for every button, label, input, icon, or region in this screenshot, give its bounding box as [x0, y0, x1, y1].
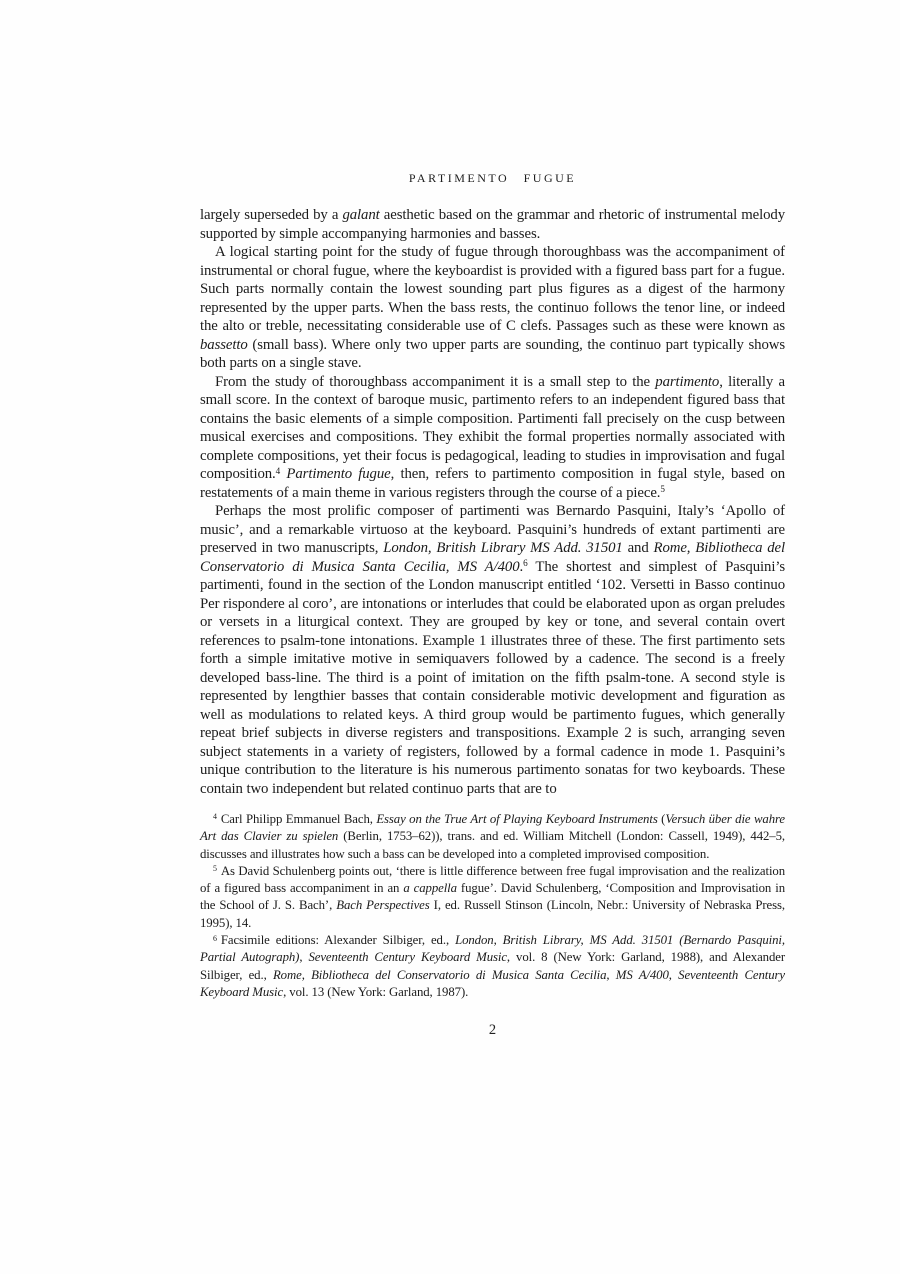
text-run: ,: [668, 967, 679, 982]
footnote-reference: 6: [523, 558, 528, 569]
italic-text: Essay on the True Art of Playing Keyboard Instruments: [376, 812, 658, 826]
footnote-reference: 4: [275, 465, 281, 476]
paragraph: [200, 373, 785, 503]
text-run: Facsimile editions: Alexander Silbiger, ed.,: [220, 933, 456, 948]
text-run: As David Schulenberg points out, ‘there is little difference between free fugal improvisation and the realization of a figured bass accompaniment in an: [200, 863, 785, 896]
body-text-block: [200, 206, 785, 798]
italic-text: a cappella: [403, 881, 457, 896]
text-run: The shortest and simplest of Pasquini’s partimenti, found in the section of the London manuscript entitled ‘102. Versetti in Basso continuo Per rispondere al coro’, are intonations or interludes that could be elaborated upon as organ preludes or versets in a liturgical context. They are grouped by key or tone, and several contain overt references to psalm-tone intonations. Example 1 illustrates three of these. The first partimento sets forth a simple imitative motive in semiquavers followed by a cadence. The second is a freely developed bass-line. The third is a point of imitation on the fifth psalm-tone. A second style is represented by lengthier basses that contain considerable motivic development and figuration as well as modulations to related keys. A third group would be partimento fugues, which generally repeat brief subjects in diverse registers and transpositions. Example 2 is such, arranging seven subject statements in a variety of registers, followed by a formal cadence in mode 1. Pasquini’s unique contribution to the literature is his numerous partimento sonatas for two keyboards. These contain two independent but related continuo parts that are to: [200, 558, 785, 797]
italic-text: Versuch über die wahre Art das Clavier zu spielen: [200, 812, 785, 844]
footnote: [200, 811, 785, 863]
footnote: [200, 932, 785, 1001]
paragraph: [200, 502, 785, 798]
footnotes-block: [200, 811, 785, 1001]
footnote: [200, 863, 785, 932]
italic-text: Bach Perspectives: [336, 898, 430, 913]
text-run: fugue’. David Schulenberg, ‘Composition and Improvisation in the School of J. S. Bach’,: [200, 881, 785, 913]
running-header: PARTIMENTO FUGUE: [408, 171, 577, 185]
italic-text: bassetto: [200, 336, 248, 353]
text-run: (small bass). Where only two upper parts are sounding, the continuo part typically shows both parts on a single stave.: [200, 336, 785, 371]
footnote-marker: 4: [213, 812, 217, 822]
italic-text: Rome, Bibliotheca del Conservatorio di Musica Santa Cecilia, MS A/400: [200, 540, 786, 575]
footnote-marker: 6: [213, 933, 217, 943]
text-run: .: [519, 558, 524, 575]
text-run: , vol. 13 (New York: Garland, 1987).: [283, 984, 469, 999]
italic-text: Seventeenth Century Keyboard Music: [200, 967, 785, 999]
text-run: Perhaps the most prolific composer of partimenti was Bernardo Pasquini, Italy’s ‘Apollo of music’, and a remarkable virtuoso at the keyboard. Pasquini’s hundreds of extant partimenti are preserved in two manuscripts,: [200, 503, 785, 556]
footnote-marker: 5: [213, 864, 217, 874]
page-number: 2: [488, 1022, 497, 1038]
text-run: From the study of thoroughbass accompaniment it is a small step to the: [215, 373, 656, 390]
text-run: and: [622, 540, 654, 556]
italic-text: galant: [342, 207, 380, 223]
text-run: , then, refers to partimento composition in fugal style, based on restatements of a main theme in various registers through the course of a piece.: [200, 466, 785, 501]
text-run: , literally a small score. In the context of baroque music, partimento refers to an independent figured bass that contains the basic elements of a simple composition. Partimenti fall precisely on the cusp between musical exercises and compositions. They exhibit the formal properties normally associated with complete compositions, yet their focus is pedagogical, leading to studies in improvisation and fugal composition.: [200, 373, 785, 482]
italic-text: London, British Library, MS Add. 31501 (Bernardo Pasquini, Partial Autograph): [200, 933, 785, 965]
paragraph: [200, 243, 785, 373]
text-run: A logical starting point for the study of fugue through thoroughbass was the accompaniment of instrumental or choral fugue, where the keyboardist is provided with a figured bass part for a fugue. Such parts normally contain the lowest sounding part plus figures as a digest of the harmony represented by the upper parts. When the bass rests, the continuo follows the tenor line, or indeed the alto or treble, necessitating considerable use of C clefs. Passages such as these were known as: [200, 244, 785, 334]
text-run: Carl Philipp Emmanuel Bach,: [220, 812, 377, 826]
paragraph: [200, 206, 785, 243]
text-run: largely superseded by a: [200, 207, 343, 223]
text-run: ,: [299, 950, 309, 965]
italic-text: Seventeenth Century Keyboard Music: [308, 950, 507, 965]
italic-text: Partimento fugue: [286, 466, 391, 482]
document-page-column: [200, 171, 785, 1001]
italic-text: Rome, Bibliotheca del Conservatorio di Musica Santa Cecilia, MS A/400: [272, 967, 669, 982]
text-run: aesthetic based on the grammar and rhetoric of instrumental melody supported by simple accompanying harmonies and basses.: [200, 207, 786, 242]
italic-text: London, British Library MS Add. 31501: [383, 540, 623, 556]
footnote-reference: 5: [660, 484, 665, 495]
text-run: (Berlin, 1753–62)), trans. and ed. William Mitchell (London: Cassell, 1949), 442–5, discusses and illustrates how such a bass can be developed into a completed improvised composition.: [200, 829, 785, 861]
text-run: I, ed. Russell Stinson (Lincoln, Nebr.: University of Nebraska Press, 1995), 14.: [200, 898, 785, 930]
italic-text: partimento: [655, 373, 720, 390]
text-run: , vol. 8 (New York: Garland, 1988), and Alexander Silbiger, ed.,: [200, 950, 785, 982]
text-run: (: [657, 812, 666, 826]
